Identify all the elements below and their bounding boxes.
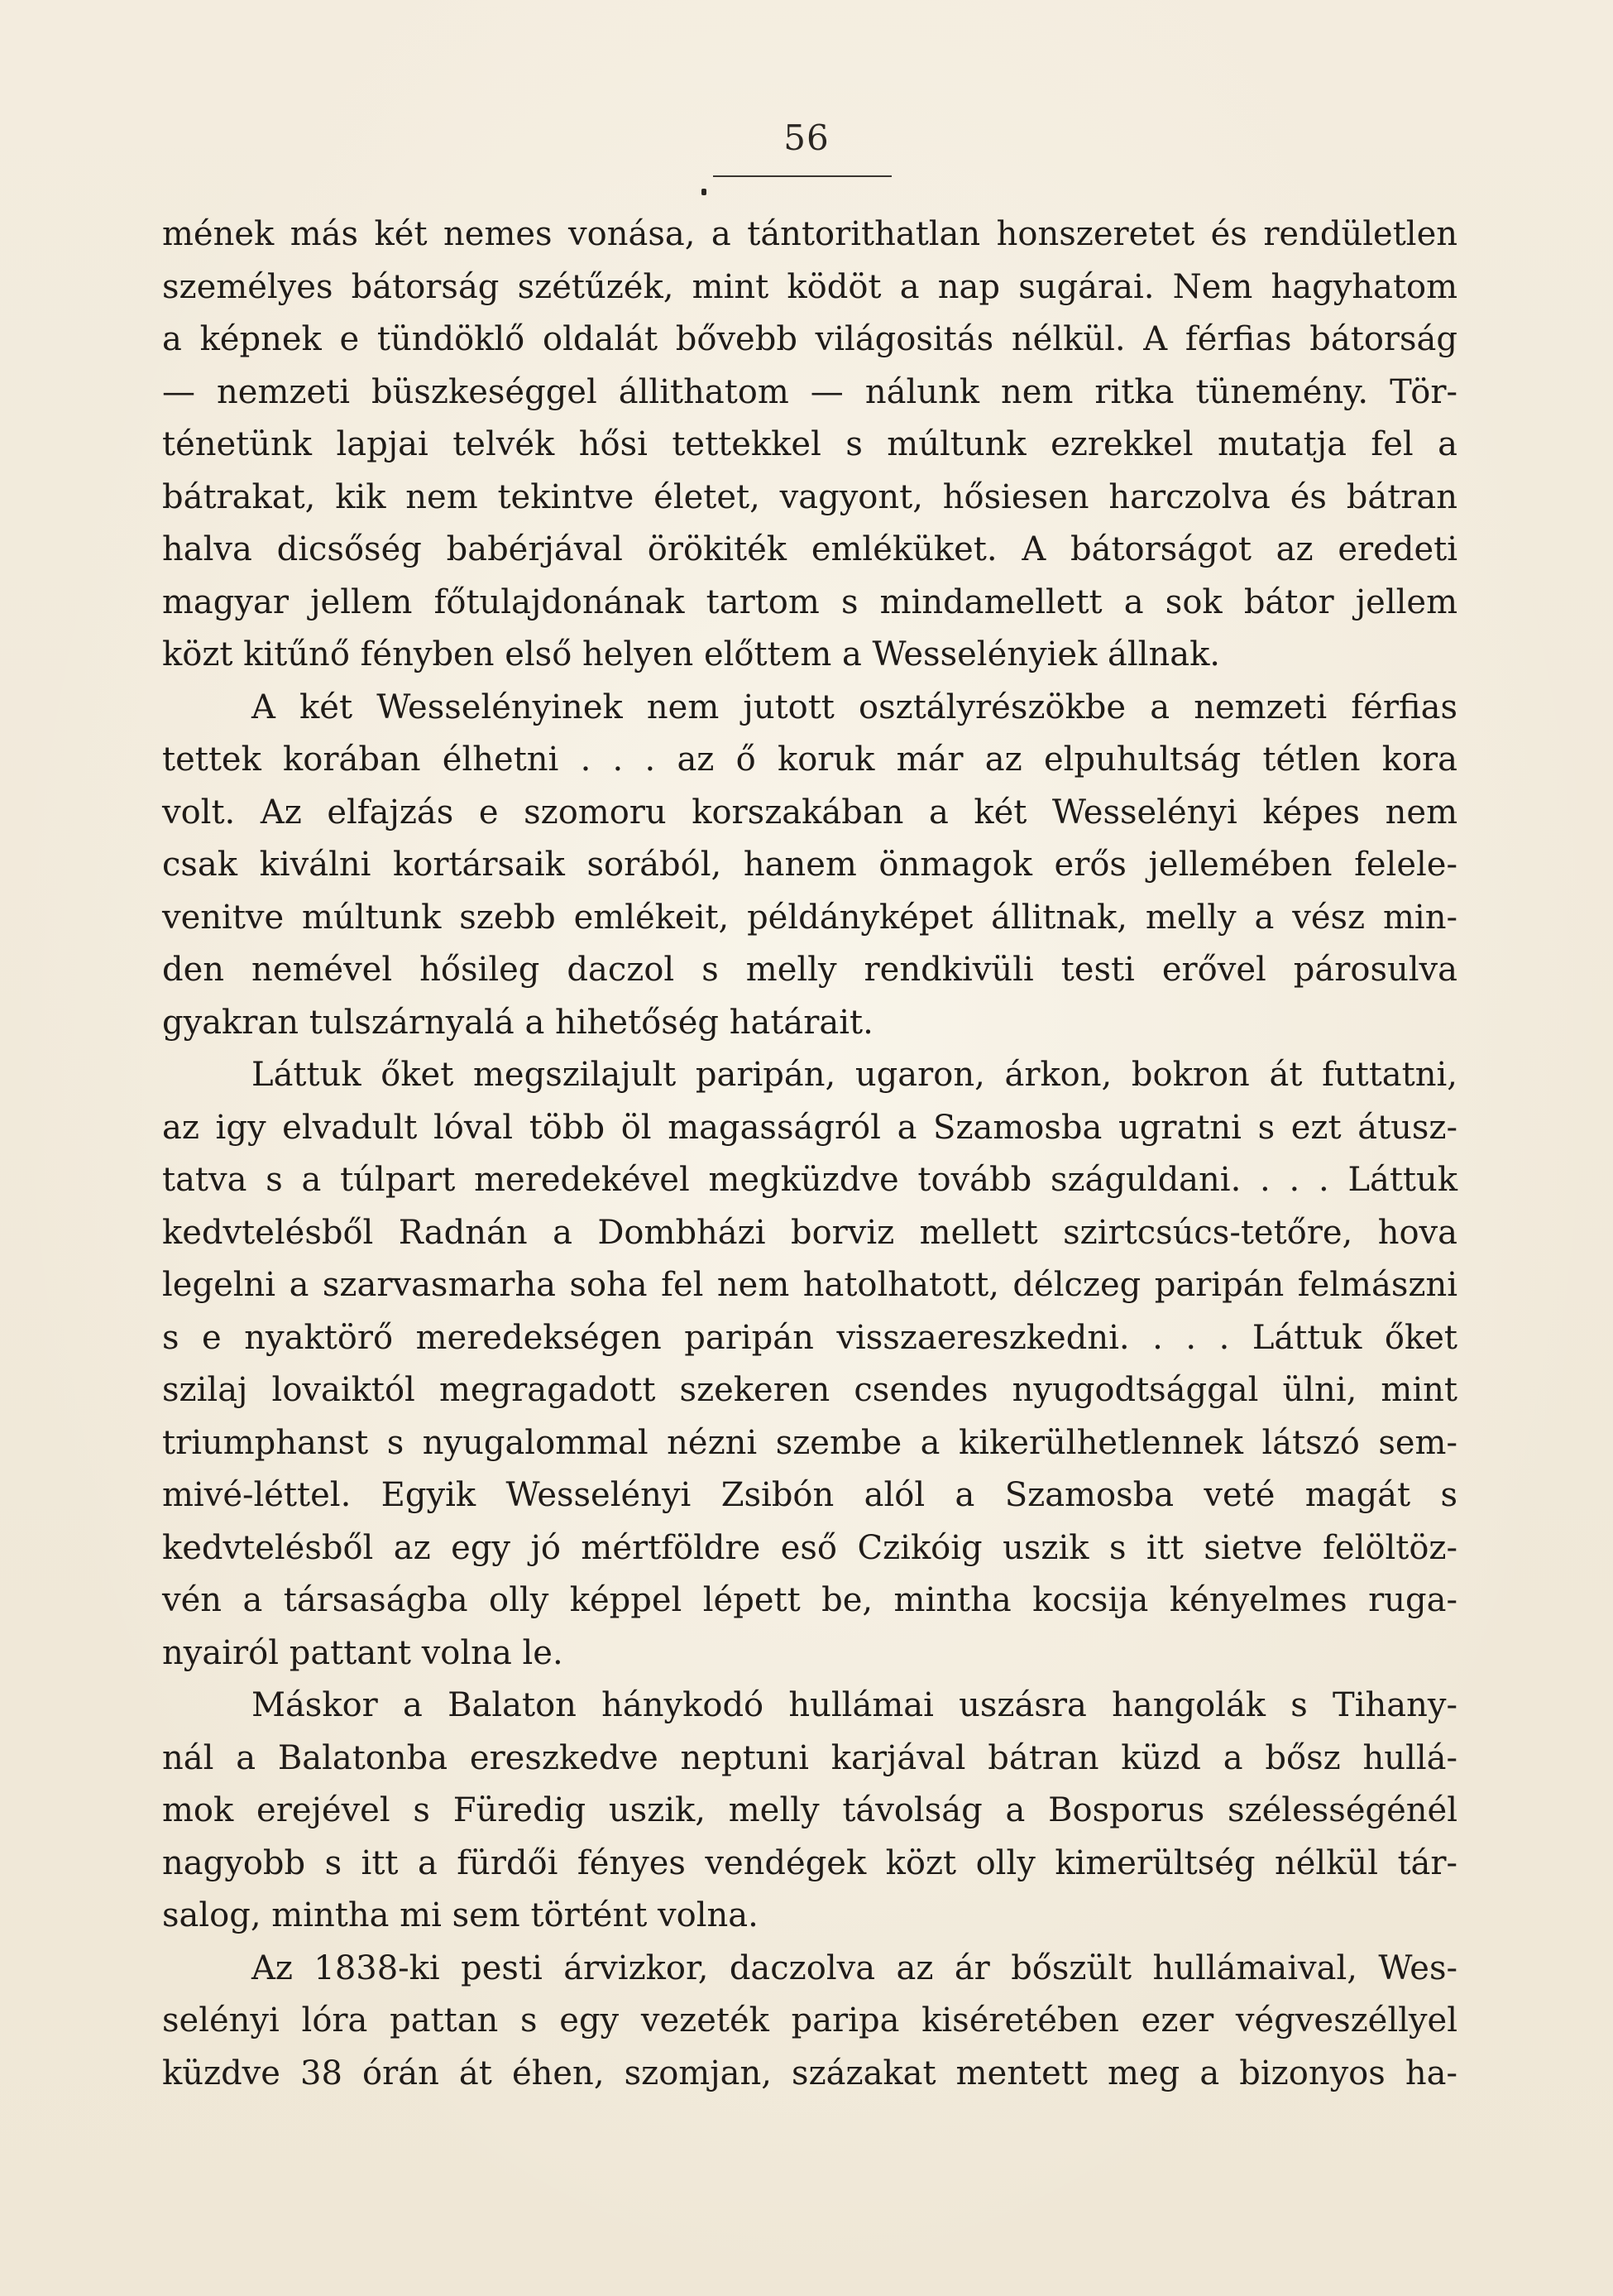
text-line: ténetünk lapjai telvék hősi tettekkel s múltunk ezrekkel mutatja fel a: [162, 425, 1457, 463]
header-rule: [713, 175, 892, 177]
text-line: legelni a szarvasmarha soha fel nem hatolhatott, délczeg paripán felmászni: [162, 1266, 1457, 1304]
text-line: Láttuk őket megszilajult paripán, ugaron, árkon, bokron át futtatni,: [251, 1056, 1457, 1094]
page-number: 56: [783, 117, 830, 158]
text-line: csak kiválni kortársaik sorából, hanem önmagok erős jellemében felele-: [162, 846, 1457, 884]
text-line: az igy elvadult lóval több öl magasságról a Szamosba ugratni s ezt átusz-: [162, 1108, 1457, 1147]
text-line: s e nyaktörő meredekségen paripán visszaereszkedni. . . . Láttuk őket: [162, 1318, 1457, 1357]
text-line: Máskor a Balaton hánykodó hullámai uszásra hangolák s Tihany-: [251, 1686, 1457, 1724]
text-line: Az 1838-ki pesti árvizkor, daczolva az ár bőszült hullámaival, Wes-: [251, 1948, 1457, 1987]
text-line: kedvtelésből Radnán a Dombházi borviz mellett szirtcsúcs-tetőre, hova: [162, 1213, 1457, 1252]
text-line: mivé-léttel. Egyik Wesselényi Zsibón alól a Szamosba veté magát s: [162, 1476, 1457, 1514]
text-line: küzdve 38 órán át éhen, szomjan, százakat mentett meg a bizonyos ha-: [162, 2054, 1457, 2092]
text-line: kedvtelésből az egy jó mértföldre eső Czikóig uszik s itt sietve felöltöz-: [162, 1528, 1457, 1567]
text-line: bátrakat, kik nem tekintve életet, vagyont, hősiesen harczolva és bátran: [162, 477, 1457, 516]
text-line: selényi lóra pattan s egy vezeték paripa kiséretében ezer végveszéllyel: [162, 2001, 1457, 2040]
text-line: venitve múltunk szebb emlékeit, példányképet állitnak, melly a vész min-: [162, 898, 1457, 937]
text-line: magyar jellem főtulajdonának tartom s mindamellett a sok bátor jellem: [162, 582, 1457, 621]
text-line: mok erejével s Füredig uszik, melly távolság a Bosporus szélességénél: [162, 1791, 1457, 1829]
text-line: nyairól pattant volna le.: [162, 1633, 563, 1672]
text-line: vén a társaságba olly képpel lépett be, mintha kocsija kényelmes ruga-: [162, 1581, 1457, 1619]
text-line: A két Wesselényinek nem jutott osztályrészökbe a nemzeti férfias: [251, 688, 1457, 726]
text-line: triumphanst s nyugalommal nézni szembe a kikerülhetlennek látszó sem-: [162, 1423, 1457, 1462]
ink-dot: [701, 189, 706, 195]
text-line: tatva s a túlpart meredekével megküzdve tovább száguldani. . . . Láttuk: [162, 1161, 1457, 1199]
text-line: den nemével hősileg daczol s melly rendkivüli testi erővel párosulva: [162, 951, 1457, 989]
text-line: tettek korában élhetni . . . az ő koruk már az elpuhultság tétlen kora: [162, 741, 1457, 779]
text-line: salog, mintha mi sem történt volna.: [162, 1896, 759, 1934]
text-line: nál a Balatonba ereszkedve neptuni karjával bátran küzd a bősz hullá-: [162, 1738, 1457, 1777]
text-line: halva dicsőség babérjával örökiték emléküket. A bátorságot az eredeti: [162, 530, 1457, 568]
text-line: közt kitűnő fényben első helyen előttem a Wesselényiek állnak.: [162, 635, 1221, 673]
body-text: [162, 209, 1457, 2100]
text-line: mének más két nemes vonása, a tántorithatlan honszeretet és rendületlen: [162, 215, 1457, 253]
text-line: — nemzeti büszkeséggel állithatom — nálunk nem ritka tünemény. Tör-: [162, 372, 1457, 411]
text-line: szilaj lovaiktól megragadott szekeren csendes nyugodtsággal ülni, mint: [162, 1371, 1457, 1409]
text-line: nagyobb s itt a fürdői fényes vendégek közt olly kimerültség nélkül tár-: [162, 1843, 1457, 1882]
text-line: volt. Az elfajzás e szomoru korszakában a két Wesselényi képes nem: [162, 793, 1457, 832]
text-line: személyes bátorság szétűzék, mint ködöt a nap sugárai. Nem hagyhatom: [162, 267, 1457, 306]
text-line: gyakran tulszárnyalá a hihetőség határait.: [162, 1003, 874, 1042]
text-line: a képnek e tündöklő oldalát bővebb világositás nélkül. A férfias bátorság: [162, 320, 1457, 358]
